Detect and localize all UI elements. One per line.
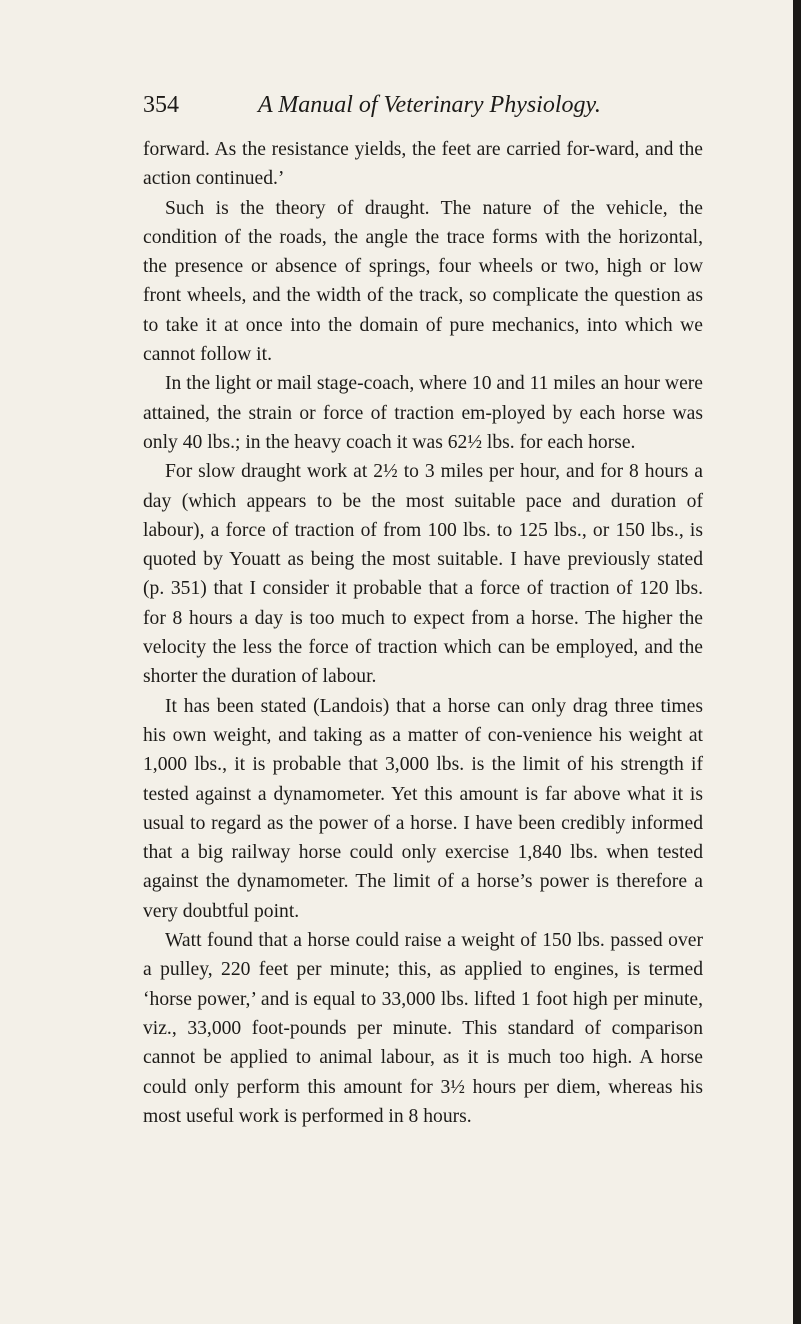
paragraph-stage-coach: In the light or mail stage-coach, where 10 and 11 miles an hour were attained, the strain or force of traction em-ployed by each horse was only 40 lbs.; in the heavy coach it was 62½ lbs. for each horse. <box>143 373 703 453</box>
paragraph-continuation: forward. As the resistance yields, the feet are carried for-ward, and the action continued.’ <box>143 139 703 190</box>
body-text <box>143 135 703 1131</box>
paragraph-theory-of-draught: Such is the theory of draught. The nature of the vehicle, the condition of the roads, the angle the trace forms with the horizontal, the presence or absence of springs, four wheels or two, high or low front wheels, and the width of the track, so complicate the question as to take it at once into the domain of pure mechanics, into which we cannot follow it. <box>143 197 703 366</box>
page-number: 354 <box>143 92 179 118</box>
paragraph-watt: Watt found that a horse could raise a weight of 150 lbs. passed over a pulley, 220 feet per minute; this, as applied to engines, is termed ‘horse power,’ and is equal to 33,000 lbs. lifted 1 foot high per minute, viz., 33,000 foot-pounds per minute. This standard of comparison cannot be applied to animal labour, as it is much too high. A horse could only perform this amount for 3½ hours per diem, whereas his most useful work is performed in 8 hours. <box>143 930 703 1127</box>
paragraph-slow-draught: For slow draught work at 2½ to 3 miles per hour, and for 8 hours a day (which appears to be the most suitable pace and duration of labour), a force of traction of from 100 lbs. to 125 lbs., or 150 lbs., is quoted by Youatt as being the most suitable. I have previously stated (p. 351) that I consider it probable that a force of traction of 120 lbs. for 8 hours a day is too much to expect from a horse. The higher the velocity the less the force of traction which can be employed, and the shorter the duration of labour. <box>143 461 703 688</box>
paragraph-landois: It has been stated (Landois) that a horse can only drag three times his own weight, and taking as a matter of con-venience his weight at 1,000 lbs., it is probable that 3,000 lbs. is the limit of his strength if tested against a dynamometer. Yet this amount is far above what it is usual to regard as the power of a horse. I have been credibly informed that a big railway horse could only exercise 1,840 lbs. when tested against the dynamometer. The limit of a horse’s power is therefore a very doubtful point. <box>143 695 703 922</box>
running-title: A Manual of Veterinary Physiology. <box>258 92 601 118</box>
page-edge-shadow <box>793 0 801 1324</box>
